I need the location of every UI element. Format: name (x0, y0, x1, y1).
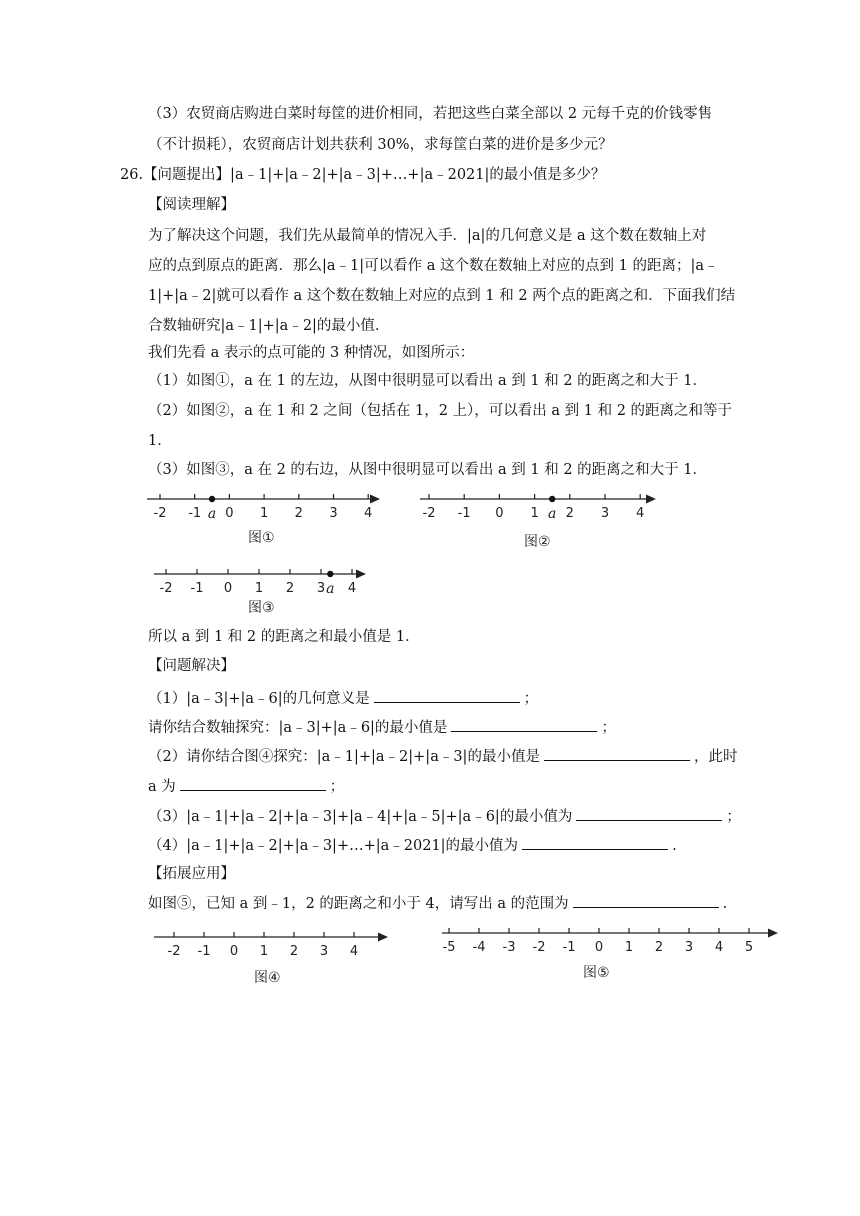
fig4-tick-label: 4 (349, 944, 359, 959)
figure-1-caption: 图① (248, 530, 275, 546)
figure-4-number-line (152, 925, 392, 963)
figure-2-caption: 图② (524, 534, 551, 550)
fig3-tick-label: -1 (190, 581, 204, 596)
question-1b-line (148, 717, 616, 738)
fig5-tick-label: -1 (562, 940, 576, 955)
case3-line: （3）如图③，a 在 2 的右边，从图中很明显可以看出 a 到 1 和 2 的距离之和大于 1． (148, 462, 708, 478)
fig4-arrow (378, 933, 388, 942)
fig2-tick-label: 3 (600, 506, 610, 521)
fig1-tick-label: 3 (329, 506, 338, 521)
fig5-tick-label: 2 (654, 940, 664, 955)
fig1-tick-label: 1 (259, 506, 269, 521)
question-26-title: 26.【问题提出】|a﹣1|+|a﹣2|+|a﹣3|+…+|a﹣2021|的最小值是多少？ (120, 167, 606, 183)
question-2b-text: a 为 (148, 779, 176, 795)
question-1-line (148, 688, 538, 709)
fig2-tick-label: -2 (422, 506, 436, 521)
case2-line2: 1． (148, 433, 172, 449)
fig1-point-label: a (207, 506, 217, 522)
question-1b-text: 请你结合数轴探究：|a﹣3|+|a﹣6|的最小值是 (148, 720, 448, 736)
question-4-text: （4）|a﹣1|+|a﹣2|+|a﹣3|+…+|a﹣2021|的最小值为 (148, 838, 519, 854)
question-4-line (148, 835, 677, 856)
fig4-tick-label: 2 (289, 944, 299, 959)
fig4-tick-label: -1 (197, 944, 211, 959)
fig1-tick-label: 2 (294, 506, 303, 521)
question-2b-end: ； (329, 779, 345, 795)
part3-line1: （3）农贸商店购进白菜时每筐的进价相同，若把这些白菜全部以 2 元每千克的价钱零售 (148, 106, 713, 122)
extension-text: 如图⑤，已知 a 到﹣1，2 的距离之和小于 4，请写出 a 的范围为 (148, 896, 569, 912)
question-1-text: （1）|a﹣3|+|a﹣6|的几何意义是 (148, 691, 370, 707)
reading-line1: 为了解决这个问题，我们先从最简单的情况入手．|a|的几何意义是 a 这个数在数轴上对 (148, 228, 707, 244)
fig3-point-a (327, 571, 333, 577)
question-2-line (148, 746, 737, 767)
fig2-tick-label: 0 (495, 506, 504, 521)
reading-line3: 1|+|a﹣2|就可以看作 a 这个数在数轴上对应的点到 1 和 2 两个点的距离之和．下面我们结 (148, 288, 736, 304)
extension-end: . (722, 896, 728, 912)
answer-blank-4[interactable] (522, 835, 668, 850)
fig2-point-label: a (548, 506, 557, 522)
fig3-arrow (356, 570, 366, 579)
answer-blank-2b[interactable] (180, 776, 326, 791)
answer-blank-ext[interactable] (573, 893, 719, 908)
fig5-tick-label: -4 (472, 940, 486, 955)
fig5-tick-label: -2 (532, 940, 546, 955)
figure-3-number-line (152, 562, 372, 600)
fig4-tick-label: 3 (319, 944, 329, 959)
case1-line: （1）如图①，a 在 1 的左边，从图中很明显可以看出 a 到 1 和 2 的距离之和大于 1． (148, 373, 708, 389)
fig4-tick-label: 1 (259, 944, 269, 959)
fig1-point-a (209, 496, 215, 502)
question-1b-end: ； (601, 720, 616, 736)
fig5-tick-label: -3 (502, 940, 516, 955)
case2-line1: （2）如图②，a 在 1 和 2 之间（包括在 1，2 上），可以看出 a 到 1 和 2 的距离之和等于 (148, 403, 733, 419)
answer-blank-3[interactable] (576, 806, 722, 821)
answer-blank-1[interactable] (374, 688, 520, 703)
fig5-tick-label: -5 (442, 940, 456, 955)
figure-2-number-line (418, 486, 668, 526)
question-3-end: ； (726, 809, 741, 825)
fig1-tick-label: -1 (188, 506, 202, 521)
figure-3-caption: 图③ (248, 600, 275, 616)
extension-heading: 【拓展应用】 (148, 866, 235, 882)
reading-line4: 合数轴研究|a﹣1|+|a﹣2|的最小值． (148, 318, 390, 334)
fig3-tick-label: 3 (316, 581, 326, 596)
fig2-tick-label: 4 (636, 506, 645, 521)
fig1-tick-label: -2 (153, 506, 167, 521)
fig5-tick-label: 5 (744, 940, 754, 955)
fig2-tick-label: 2 (565, 506, 574, 521)
fig1-tick-label: 0 (225, 506, 234, 521)
part3-line2: （不计损耗），农贸商店计划共获利 30%，求每筐白菜的进价是多少元？ (148, 137, 613, 153)
fig1-tick-label: 4 (364, 506, 373, 521)
answer-blank-1b[interactable] (451, 717, 597, 732)
reading-line5: 我们先看 a 表示的点可能的 3 种情况，如图所示： (148, 345, 475, 361)
fig4-tick-label: 0 (229, 944, 239, 959)
fig3-tick-label: 4 (347, 581, 357, 596)
fig5-tick-label: 4 (714, 940, 724, 955)
fig3-tick-label: 2 (285, 581, 295, 596)
fig5-tick-label: 0 (594, 940, 604, 955)
fig3-tick-label: -2 (159, 581, 173, 596)
fig5-tick-label: 1 (624, 940, 634, 955)
fig2-arrow (646, 495, 656, 504)
reading-heading: 【阅读理解】 (148, 197, 235, 213)
question-3-text: （3）|a﹣1|+|a﹣2|+|a﹣3|+|a﹣4|+|a﹣5|+|a﹣6|的最小值为 (148, 809, 573, 825)
fig1-arrow (370, 495, 380, 504)
fig2-point-a (549, 496, 555, 502)
reading-line2: 应的点到原点的距离．那么|a﹣1|可以看作 a 这个数在数轴上对应的点到 1 的距离；|a﹣ (148, 258, 719, 274)
question-3-line (148, 806, 741, 827)
extension-line (148, 893, 727, 914)
question-4-end: . (672, 838, 677, 854)
fig2-tick-label: 1 (530, 506, 539, 521)
conclusion-line: 所以 a 到 1 和 2 的距离之和最小值是 1． (148, 629, 420, 645)
solve-heading: 【问题解决】 (148, 658, 235, 674)
fig5-arrow (768, 929, 778, 938)
answer-blank-2[interactable] (544, 746, 690, 761)
fig2-tick-label: -1 (457, 506, 471, 521)
figure-5-number-line (440, 922, 785, 960)
figure-1-number-line (145, 486, 395, 526)
fig4-tick-label: -2 (167, 944, 181, 959)
fig3-tick-label: 0 (223, 581, 233, 596)
fig3-tick-label: 1 (254, 581, 264, 596)
fig5-tick-label: 3 (684, 940, 694, 955)
question-1-end: ； (523, 691, 539, 707)
fig3-point-label: a (326, 581, 335, 597)
question-2b-line (148, 776, 344, 797)
figure-4-caption: 图④ (254, 970, 281, 986)
figure-5-caption: 图⑤ (583, 965, 610, 981)
question-2-end: ，此时 (693, 749, 738, 765)
question-2-text: （2）请你结合图④探究：|a﹣1|+|a﹣2|+|a﹣3|的最小值是 (148, 749, 540, 765)
